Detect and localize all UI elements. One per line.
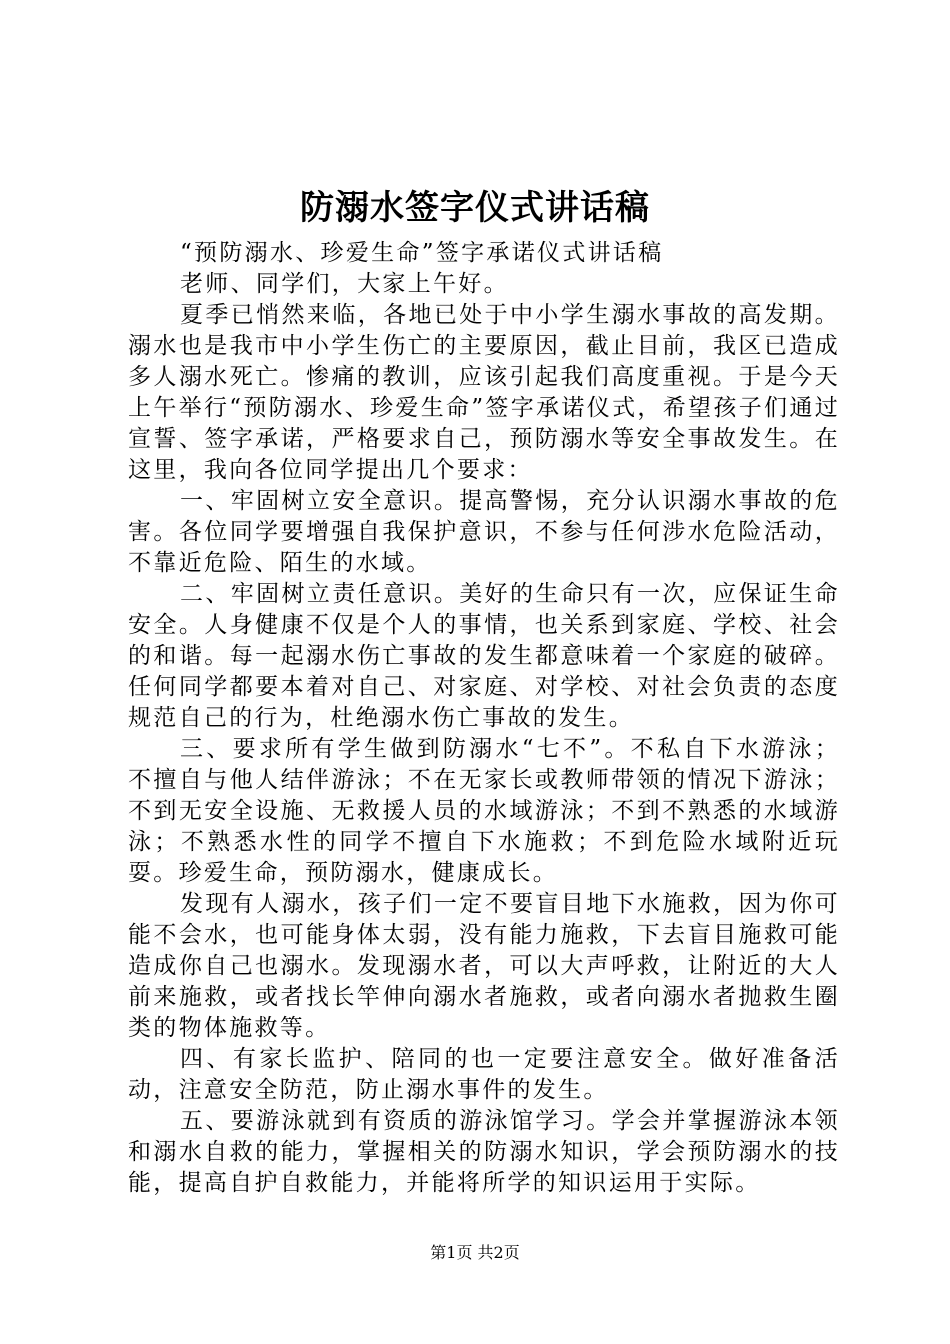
document-title: 防溺水签字仪式讲话稿 — [300, 188, 650, 228]
subtitle-paragraph: “预防溺水、珍爱生命”签字承诺仪式讲话稿 — [180, 240, 664, 266]
requirement-1-paragraph: 一、牢固树立安全意识。提高警惕，充分认识溺水事故的危害。各位同学要增强自我保护意识，不参与任何涉水危险活动，不靠近危险、陌生的水域。 — [128, 488, 840, 576]
rescue-advice-paragraph: 发现有人溺水，孩子们一定不要盲目地下水施救，因为你可能不会水，也可能身体太弱，没有能力施救，下去盲目施救可能造成你自己也溺水。发现溺水者，可以大声呼救，让附近的大人前来施救，或者找长竿伸向溺水者施救，或者向溺水者抛救生圈类的物体施救等。 — [128, 891, 840, 1041]
requirement-2-paragraph: 二、牢固树立责任意识。美好的生命只有一次，应保证生命安全。人身健康不仅是个人的事情，也关系到家庭、学校、社会的和谐。每一起溺水伤亡事故的发生都意味着一个家庭的破碎。任何同学都要本着对自己、对家庭、对学校、对社会负责的态度规范自己的行为，杜绝溺水伤亡事故的发生。 — [128, 581, 840, 731]
intro-paragraph: 夏季已悄然来临，各地已处于中小学生溺水事故的高发期。溺水也是我市中小学生伤亡的主要原因，截止目前，我区已造成多人溺水死亡。惨痛的教训，应该引起我们高度重视。于是今天上午举行“预防溺水、珍爱生命”签字承诺仪式，希望孩子们通过宣誓、签字承诺，严格要求自己，预防溺水等安全事故发生。在这里，我向各位同学提出几个要求： — [128, 302, 840, 483]
greeting-paragraph: 老师、同学们，大家上午好。 — [180, 271, 509, 297]
document-body — [128, 238, 840, 1199]
requirement-4-paragraph: 四、有家长监护、陪同的也一定要注意安全。做好准备活动，注意安全防范，防止溺水事件的发生。 — [128, 1046, 840, 1103]
requirement-3-paragraph: 三、要求所有学生做到防溺水“七不”。不私自下水游泳；不擅自与他人结伴游泳；不在无家长或教师带领的情况下游泳；不到无安全设施、无救援人员的水域游泳；不到不熟悉的水域游泳；不熟悉水性的同学不擅自下水施救；不到危险水域附近玩耍。珍爱生命，预防溺水，健康成长。 — [128, 736, 840, 886]
page-number-footer: 第1页 共2页 — [430, 1243, 520, 1262]
requirement-5-paragraph: 五、要游泳就到有资质的游泳馆学习。学会并掌握游泳本领和溺水自救的能力，掌握相关的防溺水知识，学会预防溺水的技能，提高自护自救能力，并能将所学的知识运用于实际。 — [128, 1108, 840, 1196]
